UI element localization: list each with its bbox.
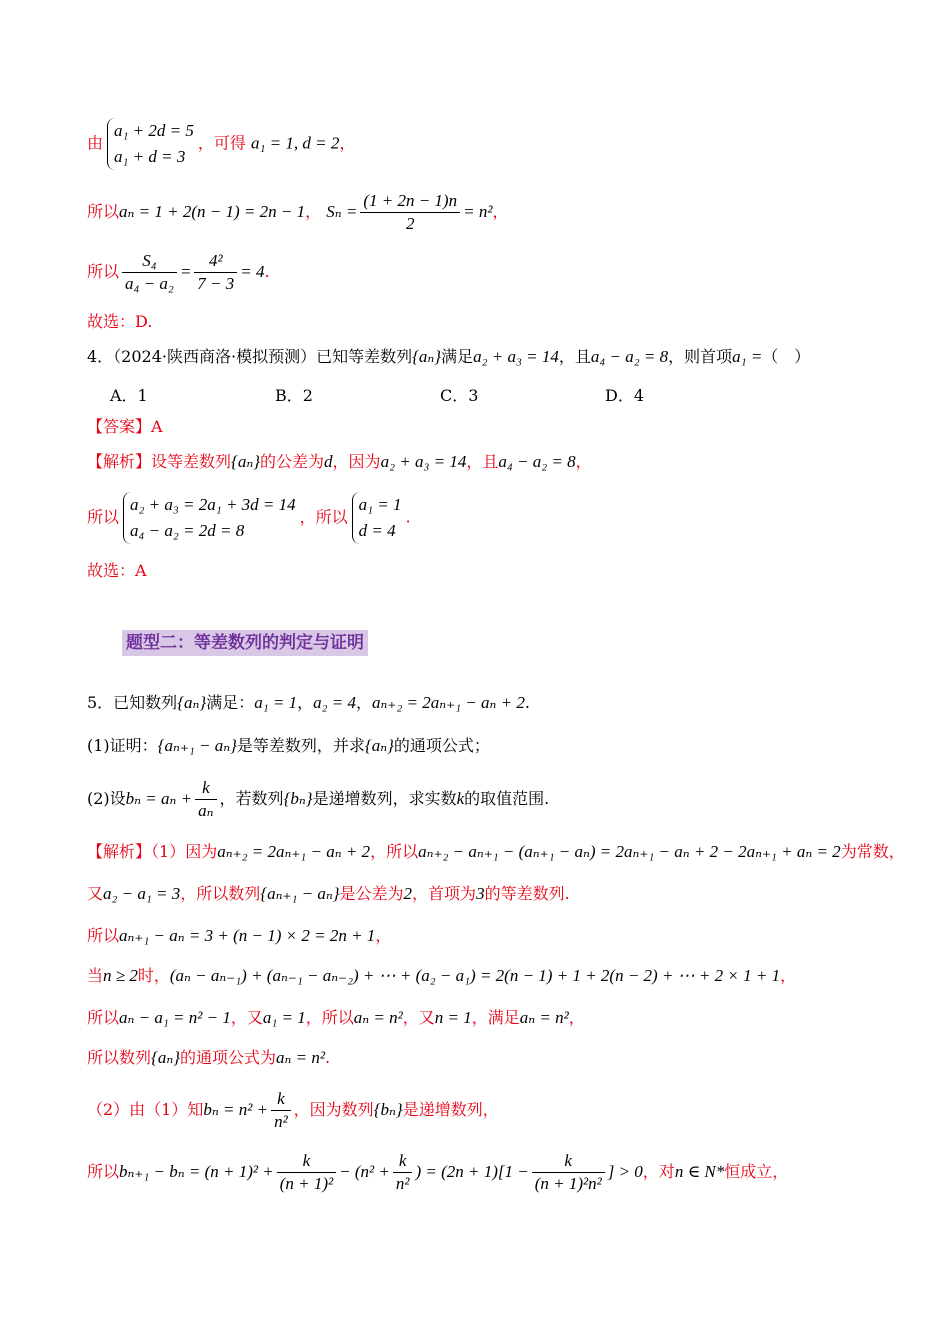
solution-5-line-2: 又a₂ − a₁ = 3，所以数列{aₙ₊₁ − aₙ}是公差为2，首项为3的等差数列. [87,884,570,903]
solution-line-2: 所以aₙ = 1 + 2(n − 1) = 2n − 1， Sₙ = $\frac{(1 + 2n - 1)n}{2}$ = n²， [87,191,509,233]
solution-choice: 故选：D. [87,312,153,331]
fraction: $\frac{k}{\text{(n + 1)²n²}}$ [532,1150,605,1195]
question-5-stem: 5．已知数列{aₙ}满足：a₁ = 1，a₂ = 4，aₙ₊₂ = 2aₙ₊₁ − aₙ + 2. [87,693,530,712]
solution-5-line-7: （2）由（1）知bₙ = n² + $\frac{k}{\text{n²}}$ ，因为数列{bₙ}是递增数列， [87,1089,499,1131]
solution-system: a₁ = 1 d = 4 [352,492,402,544]
solution-5-line-8: 所以bₙ₊₁ − bₙ = (n + 1)² + $\frac{k}{\text{(n + 1)²}}$ − (n² + $\frac{k}{\text{n²}}$ ) = (2n + 1)[1 − $\frac{k}{\text{(n + 1)²n²}}$ ] > 0，对n ∈ N*恒成立， [87,1151,789,1193]
question-5-part-2: (2)设bₙ = aₙ + $\frac{k}{\text{aₙ}}$ ，若数列{bₙ}是递增数列，求实数k的取值范围. [87,778,550,820]
option-a[interactable]: A．1 [110,386,148,405]
solution-5-line-1: 【解析】（1）因为aₙ₊₂ = 2aₙ₊₁ − aₙ + 2，所以aₙ₊₂ − aₙ₊₁ − (aₙ₊₁ − aₙ) = 2aₙ₊₁ − aₙ + 2 − 2aₙ₊₁ + aₙ = 2为常数， [87,842,905,861]
fraction: $\frac{\text{4²}}{7 - 3}$ [194,250,237,295]
equation-system: a₂ + a₃ = 2a₁ + 3d = 14 a₄ − a₂ = 2d = 8 [123,492,296,544]
question-4-stem: 4．（2024·陕西商洛·模拟预测）已知等差数列{aₙ}满足a₂ + a₃ = 14，且a₄ − a₂ = 8，则首项a₁ =（ ） [87,347,811,366]
solution-line-1: 由 a₁ + 2d = 5 a₁ + d = 3 ，可得 a₁ = 1, d = 2， [87,118,890,170]
question-4-options [110,385,890,407]
analysis-choice: 故选：A [87,561,147,580]
fraction: $\frac{\text{S₄}}{\text{a₄ − a₂}}$ [122,250,177,295]
section-title: 题型二：等差数列的判定与证明 [122,630,368,656]
fraction: $\frac{k}{\text{(n + 1)²}}$ [277,1150,336,1195]
option-d[interactable]: D．4 [605,386,645,405]
solution-5-line-3: 所以aₙ₊₁ − aₙ = 3 + (n − 1) × 2 = 2n + 1， [87,926,392,945]
fraction: $\frac{k}{\text{aₙ}}$ [195,777,216,822]
fraction: $\frac{k}{\text{n²}}$ [271,1088,291,1133]
question-5-part-1: (1)证明：{aₙ₊₁ − aₙ}是等差数列，并求{aₙ}的通项公式； [87,736,490,755]
solution-line-3: 所以 $\frac{\text{S₄}}{\text{a₄ − a₂}}$ = $\frac{\text{4²}}{7 - 3}$ = 4. [87,251,270,293]
fraction: $\frac{k}{\text{n²}}$ [393,1150,413,1195]
fraction: $\frac{(1 + 2n - 1)n}{2}$ [360,190,460,235]
option-c[interactable]: C．3 [440,386,479,405]
analysis-line-1: 【解析】设等差数列{aₙ}的公差为d，因为a₂ + a₃ = 14，且a₄ − a₂ = 8， [87,452,592,471]
solution-5-line-5: 所以aₙ − a₁ = n² − 1，又a₁ = 1，所以aₙ = n²，又n = 1，满足aₙ = n²， [87,1008,585,1027]
solution-5-line-4: 当n ≥ 2时，(aₙ − aₙ₋₁) + (aₙ₋₁ − aₙ₋₂) + ⋯ + (a₂ − a₁) = 2(n − 1) + 1 + 2(n − 2) + ⋯ + 2 × 1 + 1， [87,966,797,985]
option-b[interactable]: B．2 [275,386,313,405]
equation-system: a₁ + 2d = 5 a₁ + d = 3 [107,118,194,170]
analysis-line-2: 所以 a₂ + a₃ = 2a₁ + 3d = 14 a₄ − a₂ = 2d = 8 ，所以 a₁ = 1 d = 4 . [87,492,890,544]
solution-5-line-6: 所以数列{aₙ}的通项公式为aₙ = n². [87,1048,331,1067]
answer-line: 【答案】A [87,417,163,436]
